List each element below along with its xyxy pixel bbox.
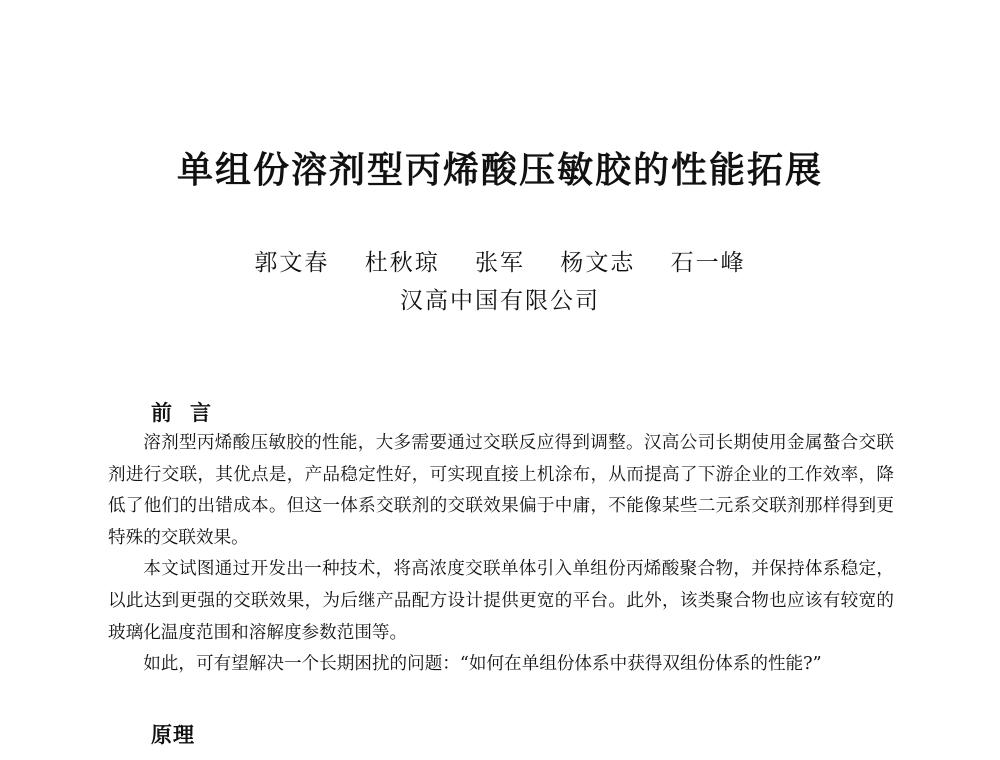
author-name: 石一峰: [670, 250, 746, 276]
paper-title: 单组份溶剂型丙烯酸压敏胶的性能拓展: [176, 150, 823, 191]
author-list: [0, 246, 1000, 280]
preface-body: [108, 428, 894, 681]
author-affiliation: 汉高中国有限公司: [400, 288, 600, 314]
preface-heading: 前言: [151, 401, 229, 425]
preface-paragraph: 本文试图通过开发出一种技术，将高浓度交联单体引入单组份丙烯酸聚合物，并保持体系稳定，以此达到更强的交联效果，为后继产品配方设计提供更宽的平台。此外，该类聚合物也应该有较宽的玻璃化温度范围和溶解度参数范围等。: [108, 559, 894, 643]
author-name: 杜秋琼: [364, 250, 440, 276]
author-name: 杨文志: [560, 250, 636, 276]
author-name: 郭文春: [254, 250, 330, 276]
preface-paragraph: 溶剂型丙烯酸压敏胶的性能，大多需要通过交联反应得到调整。汉高公司长期使用金属螯合交联剂进行交联，其优点是，产品稳定性好，可实现直接上机涂布，从而提高了下游企业的工作效率，降低了他们的出错成本。但这一体系交联剂的交联效果偏于中庸，不能像某些二元系交联剂那样得到更特殊的交联效果。: [108, 433, 894, 548]
preface-paragraph: 如此，可有望解决一个长期困扰的问题：“如何在单组份体系中获得双组份体系的性能?”: [143, 654, 822, 675]
author-name: 张军: [475, 250, 525, 276]
principle-heading: 原理: [151, 723, 195, 747]
